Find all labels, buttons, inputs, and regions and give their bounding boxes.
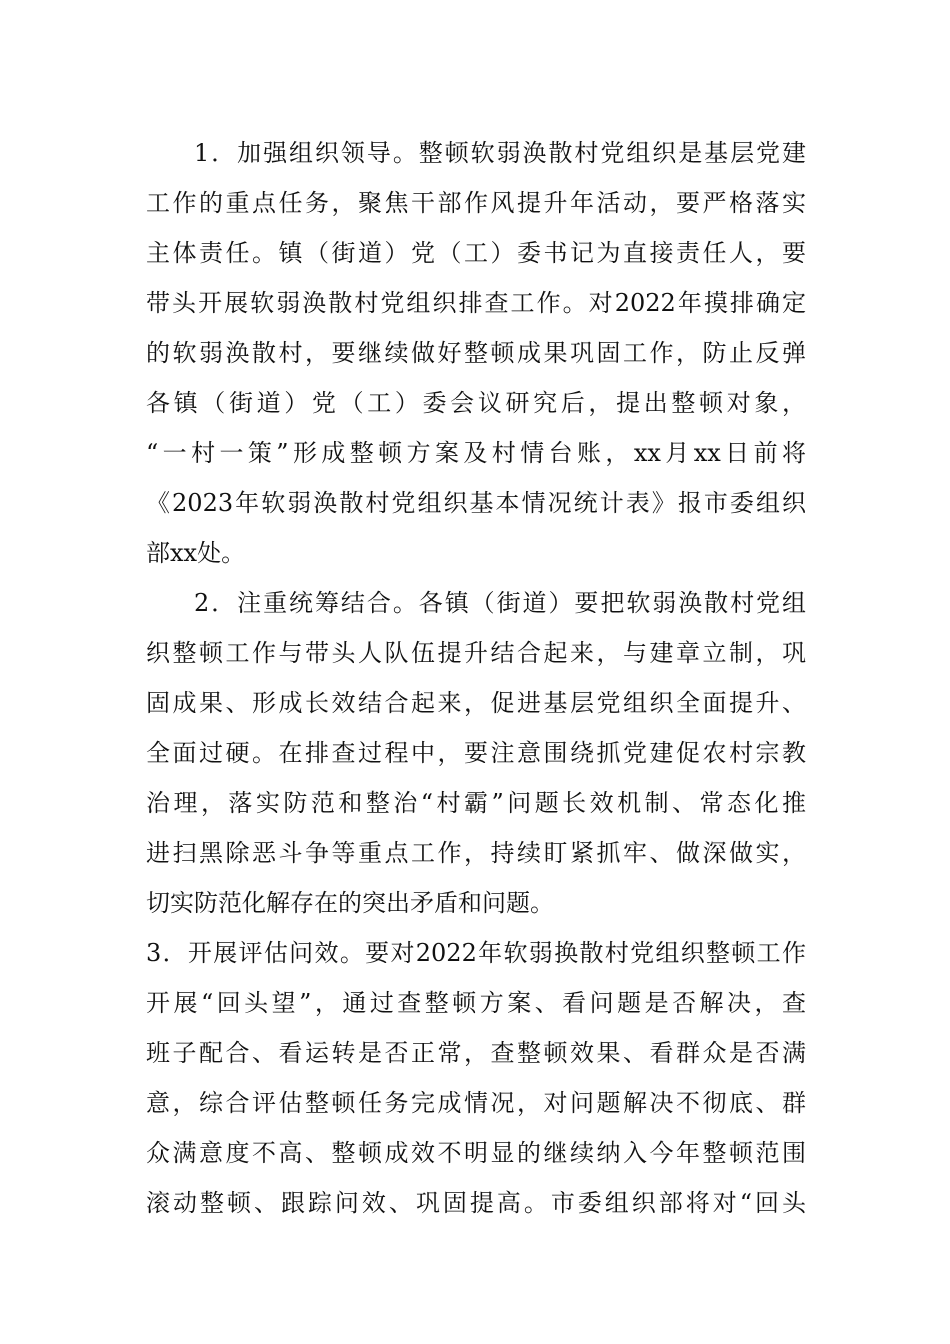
- paragraph-1-line-4: 带头开展软弱涣散村党组织排查工作。对2022年摸排确定: [146, 289, 806, 317]
- paragraph-1-line-7: “一村一策”形成整顿方案及村情台账，xx月xx日前将: [146, 439, 806, 467]
- paragraph-2-line-2: 织整顿工作与带头人队伍提升结合起来，与建章立制，巩: [146, 639, 806, 667]
- paragraph-3-line-4: 意，综合评估整顿任务完成情况，对问题解决不彻底、群: [146, 1089, 806, 1117]
- paragraph-3-line-6: 滚动整顿、跟踪问效、巩固提高。市委组织部将对“回头: [146, 1189, 806, 1217]
- paragraph-3-line-2: 开展“回头望”，通过查整顿方案、看问题是否解决，查: [146, 989, 806, 1017]
- paragraph-1-line-8: 《2023年软弱涣散村党组织基本情况统计表》报市委组织: [146, 489, 806, 517]
- paragraph-1-line-2: 工作的重点任务，聚焦干部作风提升年活动，要严格落实: [146, 189, 806, 217]
- paragraph-3-line-1: 3．开展评估问效。要对2022年软弱换散村党组织整顿工作: [146, 939, 806, 967]
- paragraph-2-line-1: 2．注重统筹结合。各镇（街道）要把软弱涣散村党组: [194, 589, 806, 617]
- paragraph-1-line-3: 主体责任。镇（街道）党（工）委书记为直接责任人，要: [146, 239, 806, 267]
- paragraph-2-line-3: 固成果、形成长效结合起来，促进基层党组织全面提升、: [146, 689, 806, 717]
- paragraph-3-line-3: 班子配合、看运转是否正常，查整顿效果、看群众是否满: [146, 1039, 806, 1067]
- paragraph-2-line-4: 全面过硬。在排查过程中，要注意围绕抓党建促农村宗教: [146, 739, 806, 767]
- paragraph-3-line-5: 众满意度不高、整顿成效不明显的继续纳入今年整顿范围: [146, 1139, 806, 1167]
- paragraph-2-line-5: 治理，落实防范和整治“村霸”问题长效机制、常态化推: [146, 789, 806, 817]
- paragraph-1-line-9: 部xx处。: [146, 539, 246, 567]
- paragraph-2-line-6: 进扫黑除恶斗争等重点工作，持续盯紧抓牢、做深做实，: [146, 839, 806, 867]
- paragraph-1-line-1: 1．加强组织领导。整顿软弱涣散村党组织是基层党建: [194, 139, 806, 167]
- paragraph-1-line-5: 的软弱涣散村，要继续做好整顿成果巩固工作，防止反弹: [146, 339, 806, 367]
- paragraph-2-line-7: 切实防范化解存在的突出矛盾和问题。: [146, 889, 554, 917]
- paragraph-1-line-6: 各镇（街道）党（工）委会议研究后，提出整顿对象，: [146, 389, 806, 417]
